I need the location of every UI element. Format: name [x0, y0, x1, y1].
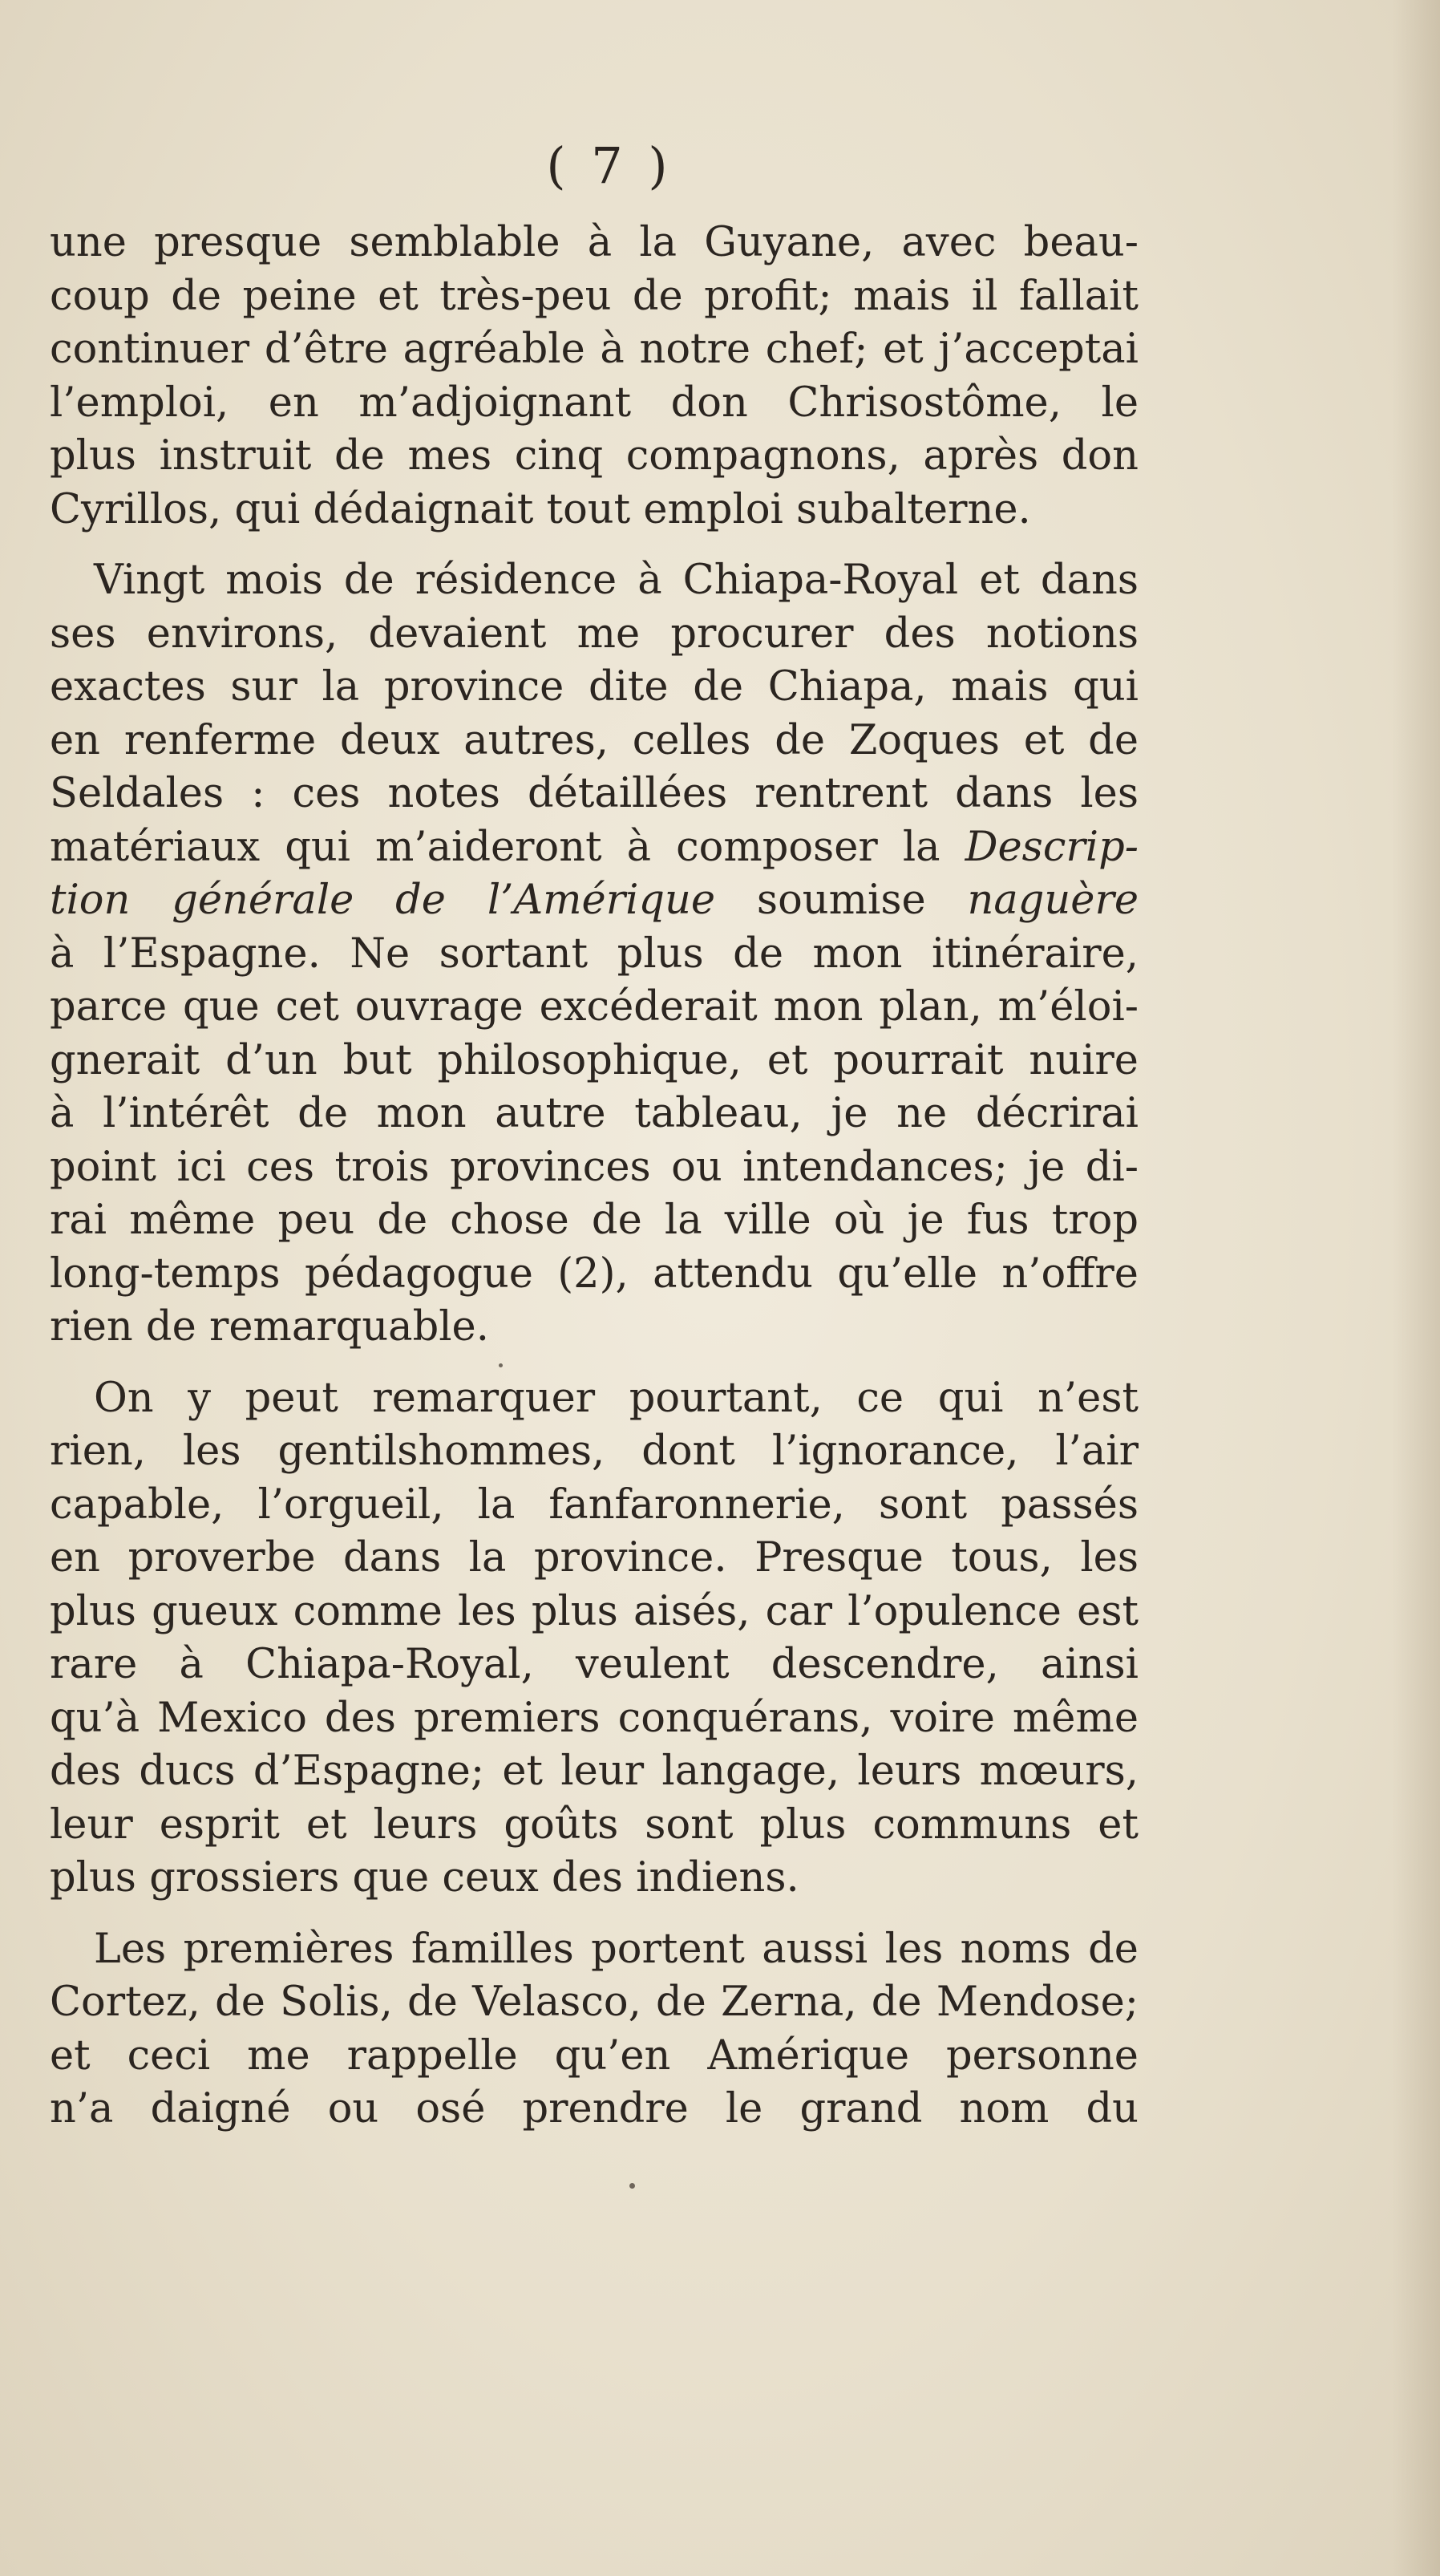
text-line: gnerait d’un but philosophique, et pourrait nuire — [50, 1036, 1139, 1084]
paragraph-2 — [50, 554, 1139, 1355]
text-line: ses environs, devaient me procurer des notions — [50, 610, 1139, 658]
text-line: à l’Espagne. Ne sortant plus de mon itinéraire, — [50, 930, 1139, 978]
paragraph-4 — [50, 1923, 1139, 2137]
text-line: rien, les gentilshommes, dont l’ignorance, l’air — [50, 1428, 1139, 1475]
text-line: Cortez, de Solis, de Velasco, de Zerna, de Mendose; — [50, 1979, 1139, 2026]
text-line: rai même peu de chose de la ville où je fus trop — [50, 1197, 1139, 1244]
body-text — [50, 217, 1139, 2137]
text-line: plus gueux comme les plus aisés, car l’opulence est — [50, 1587, 1139, 1635]
text-line: l’emploi, en m’adjoignant don Chrisostôme, le — [50, 379, 1139, 427]
text-line: leur esprit et leurs goûts sont plus communs et — [50, 1800, 1139, 1849]
text-line: parce que cet ouvrage excéderait mon plan, m’éloi- — [50, 983, 1139, 1031]
page-edge-shadow — [1392, 0, 1440, 2576]
text-line: qu’à Mexico des premiers conquérans, voire même — [50, 1694, 1139, 1742]
page-number: ( 7 ) — [546, 136, 673, 195]
text-line: Cyrillos, qui dédaignait tout emploi subalterne. — [50, 485, 1031, 533]
text-line: plus instruit de mes cinq compagnons, après don — [50, 432, 1139, 480]
text-line: Les premières familles portent aussi les noms de — [94, 1925, 1139, 1973]
text-line: des ducs d’Espagne; et leur langage, leurs mœurs, — [50, 1748, 1139, 1795]
text-line: n’a daigné ou osé prendre le grand nom du — [50, 2085, 1139, 2132]
text-line: à l’intérêt de mon autre tableau, je ne décrirai — [50, 1090, 1139, 1137]
book-title-italic: tion générale de l’Amérique — [50, 877, 716, 924]
text-line: en proverbe dans la province. Presque tous, les — [50, 1534, 1139, 1582]
paragraph-1 — [50, 217, 1139, 537]
text-line: rien de remarquable. — [50, 1303, 489, 1351]
emphasis-italic: naguère — [967, 877, 1139, 924]
text-line: long-temps pédagogue (2), attendu qu’elle n’offre — [50, 1250, 1139, 1298]
text-line: coup de peine et très-peu de profit; mais il fallait — [50, 272, 1139, 320]
text-line: Vingt mois de résidence à Chiapa-Royal et dans — [94, 557, 1139, 604]
text-line: Seldales : ces notes détaillées rentrent dans les — [50, 770, 1139, 817]
text-line: rare à Chiapa-Royal, veulent descendre, ainsi — [50, 1641, 1139, 1688]
paragraph-3 — [50, 1372, 1139, 1906]
text-line: une presque semblable à la Guyane, avec beau- — [50, 219, 1139, 266]
text-line: exactes sur la province dite de Chiapa, mais qui — [50, 663, 1139, 711]
text-line: continuer d’être agréable à notre chef; et j’acceptai — [50, 326, 1139, 373]
ink-fleck — [629, 2183, 635, 2189]
text-line — [50, 821, 1139, 875]
text-line: capable, l’orgueil, la fanfaronnerie, sont passés — [50, 1480, 1139, 1529]
text-line-start: matériaux qui m’aideront à composer la — [50, 823, 965, 871]
text-line: point ici ces trois provinces ou intendances; je di- — [50, 1143, 1139, 1191]
text-line: et ceci me rappelle qu’en Amérique personne — [50, 2031, 1139, 2080]
text-line — [50, 874, 1139, 928]
text-line: en renferme deux autres, celles de Zoques et de — [50, 716, 1139, 764]
ink-fleck — [499, 1363, 503, 1367]
text-line-middle: soumise — [715, 877, 968, 924]
book-title-italic: Descrip- — [965, 823, 1139, 871]
text-line: plus grossiers que ceux des indiens. — [50, 1854, 799, 1902]
text-line: On y peut remarquer pourtant, ce qui n’est — [94, 1374, 1139, 1422]
